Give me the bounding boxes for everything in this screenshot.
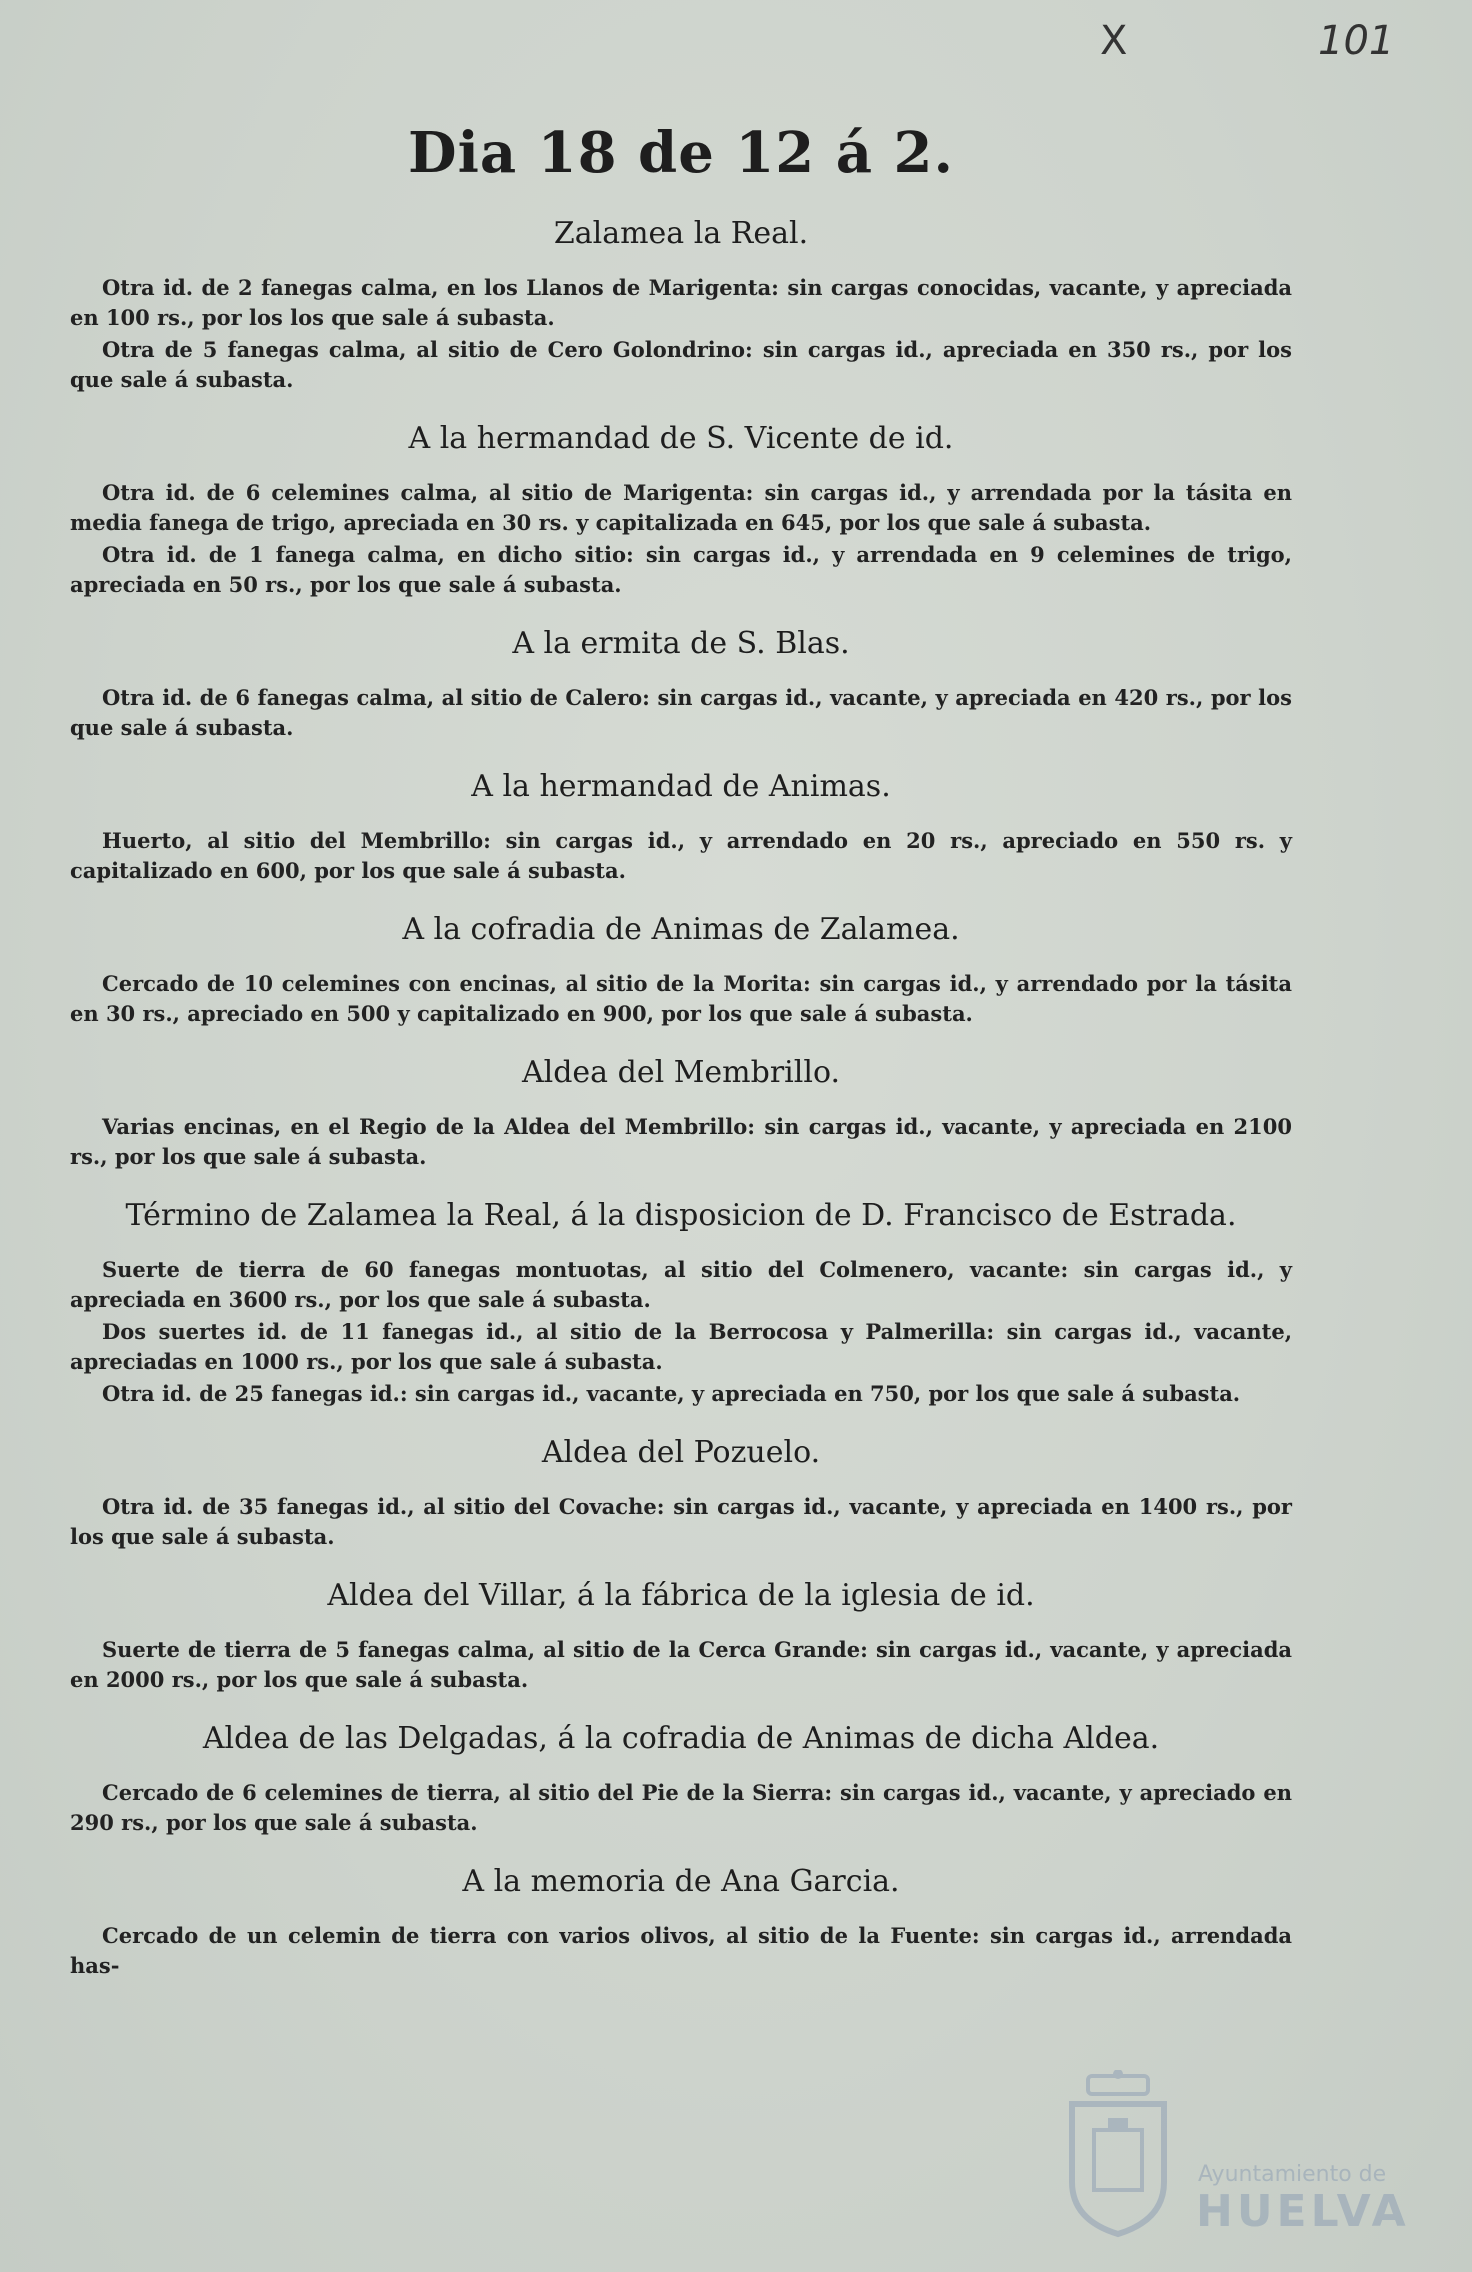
entry-paragraph: Suerte de tierra de 60 fanegas montuotas, al sitio del Colmenero, vacante: sin cargas id., y apreciada en 3600 rs., por los que sale á subasta. [70,1257,1292,1312]
section-heading: Aldea del Membrillo. [521,1055,841,1090]
section-heading: Término de Zalamea la Real, á la disposicion de D. Francisco de Estrada. [125,1198,1237,1233]
entry-paragraph: Cercado de 6 celemines de tierra, al sitio del Pie de la Sierra: sin cargas id., vacante, y apreciado en 290 rs., por los que sale á subasta. [70,1780,1292,1835]
section-heading: Aldea del Pozuelo. [541,1435,821,1470]
entry-paragraph: Huerto, al sitio del Membrillo: sin cargas id., y arrendado en 20 rs., apreciado en 550 rs. y capitalizado en 600, por los que sale á subasta. [70,828,1292,883]
margin-mark-x: X [1100,18,1128,64]
section-heading: A la memoria de Ana Garcia. [462,1864,900,1899]
section-heading: Aldea del Villar, á la fábrica de la iglesia de id. [327,1578,1035,1613]
page-number: 101 [1318,18,1395,64]
entry-paragraph: Dos suertes id. de 11 fanegas id., al sitio de la Berrocosa y Palmerilla: sin cargas id., vacante, apreciadas en 1000 rs., por los que sale á subasta. [70,1319,1292,1374]
watermark-city: HUELVA [1196,2186,1410,2237]
entry-paragraph: Cercado de 10 celemines con encinas, al sitio de la Morita: sin cargas id., y arrendado por la tásita en 30 rs., apreciado en 500 y capitalizado en 900, por los que sale á subasta. [70,971,1292,1026]
watermark-org: Ayuntamiento de [1198,2162,1387,2187]
sections-container [70,216,1292,1981]
document-body [70,120,1292,1981]
entry-paragraph: Otra id. de 35 fanegas id., al sitio del Covache: sin cargas id., vacante, y apreciada en 1400 rs., por los que sale á subasta. [70,1494,1292,1549]
section-heading: A la ermita de S. Blas. [512,626,850,661]
section-heading: A la cofradia de Animas de Zalamea. [402,912,960,947]
entry-paragraph: Otra id. de 6 celemines calma, al sitio de Marigenta: sin cargas id., y arrendada por la tásita en media fanega de trigo, apreciada en 30 rs. y capitalizada en 645, por los que sale á subasta. [70,480,1292,535]
entry-paragraph: Otra id. de 25 fanegas id.: sin cargas id., vacante, y apreciada en 750, por los que sale á subasta. [102,1381,1241,1406]
page-title: Dia 18 de 12 á 2. [408,120,954,186]
entry-paragraph: Otra id. de 6 fanegas calma, al sitio de Calero: sin cargas id., vacante, y apreciada en 420 rs., por los que sale á subasta. [70,685,1292,740]
entry-paragraph: Otra id. de 2 fanegas calma, en los Llanos de Marigenta: sin cargas conocidas, vacante, y apreciada en 100 rs., por los los que sale á subasta. [70,275,1292,330]
entry-paragraph: Cercado de un celemin de tierra con varios olivos, al sitio de la Fuente: sin cargas id., arrendada has- [70,1923,1292,1978]
section-heading: Aldea de las Delgadas, á la cofradia de Animas de dicha Aldea. [202,1721,1160,1756]
entry-paragraph: Otra id. de 1 fanega calma, en dicho sitio: sin cargas id., y arrendada en 9 celemines de trigo, apreciada en 50 rs., por los que sale á subasta. [70,542,1292,597]
huelva-coat-of-arms-icon [1058,2070,1178,2240]
watermark-logo [1058,2070,1410,2240]
entry-paragraph: Otra de 5 fanegas calma, al sitio de Cero Golondrino: sin cargas id., apreciada en 350 rs., por los que sale á subasta. [70,337,1292,392]
entry-paragraph: Suerte de tierra de 5 fanegas calma, al sitio de la Cerca Grande: sin cargas id., vacante, y apreciada en 2000 rs., por los que sale á subasta. [70,1637,1292,1692]
entry-paragraph: Varias encinas, en el Regio de la Aldea del Membrillo: sin cargas id., vacante, y apreciada en 2100 rs., por los que sale á subasta. [70,1114,1292,1169]
section-heading: A la hermandad de S. Vicente de id. [408,421,954,456]
section-heading: Zalamea la Real. [553,216,809,251]
section-heading: A la hermandad de Animas. [471,769,891,804]
